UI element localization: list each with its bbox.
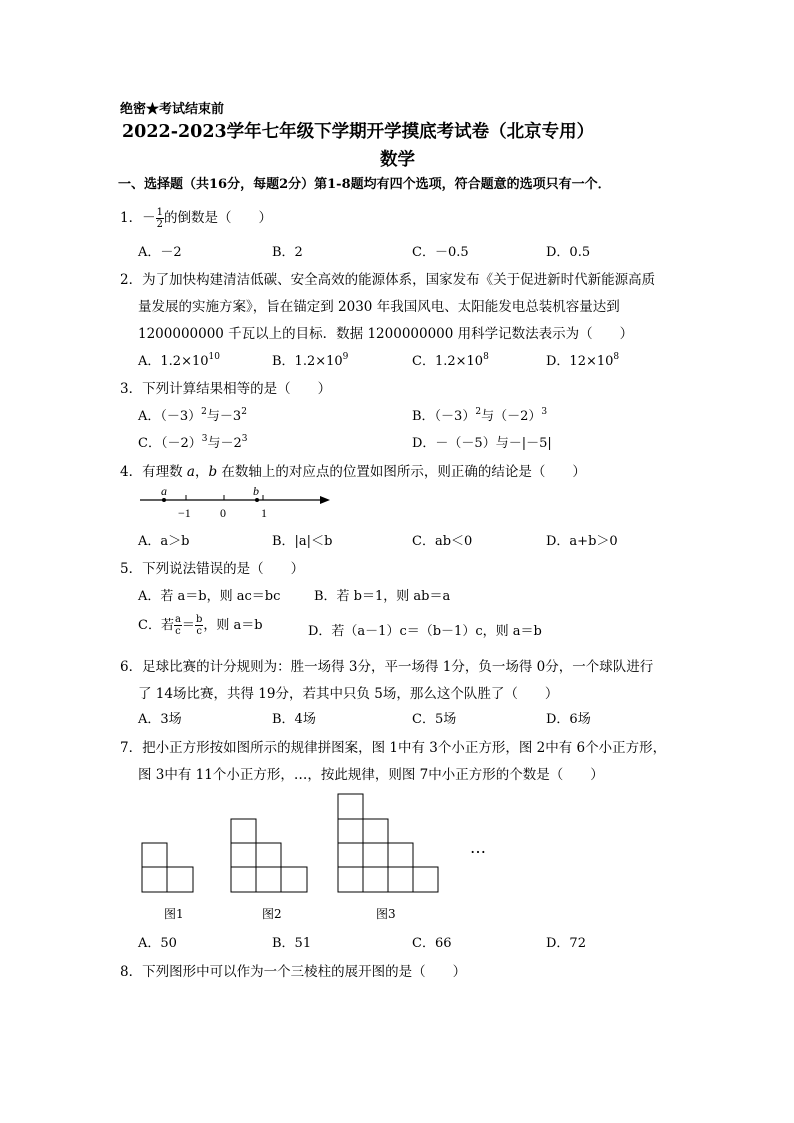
negative-sign: －: [142, 210, 156, 226]
label-b: b: [253, 484, 259, 498]
figure-2: [231, 819, 307, 892]
q6-option-b[interactable]: B．4场: [272, 712, 316, 727]
q2-option-c[interactable]: C．$1.2\times 10^8$: [412, 352, 489, 369]
q1-option-c[interactable]: C．－0.5: [412, 245, 469, 260]
figure-1: [142, 843, 193, 892]
q4-option-d[interactable]: D．a+b＞0: [546, 534, 618, 549]
figure-3: [338, 794, 438, 892]
subject-title: 数学: [380, 150, 415, 170]
q2-option-b[interactable]: B．$1.2\times 10^9$: [272, 352, 349, 369]
label-a: a: [161, 484, 167, 498]
figure-3-label: 图3: [376, 907, 396, 921]
q1-option-a[interactable]: A．－2: [138, 245, 182, 260]
question-number: 7．: [120, 740, 143, 756]
numerator: 1: [156, 207, 163, 218]
label-zero: 0: [220, 506, 226, 520]
question-number: 1．: [120, 210, 143, 226]
q7-option-b[interactable]: B．51: [272, 936, 312, 951]
q5-option-c[interactable]: C．若 $\frac{a}{c}$ ＝ $\frac{b}{c}$ ，则 a＝b: [138, 614, 263, 637]
question-6-line2: 了 14场比赛，共得 19分，若其中只负 5场，那么这个队胜了（ ）: [138, 686, 559, 702]
q4-option-a[interactable]: A．a＞b: [138, 534, 190, 549]
q3-option-a[interactable]: A．$(-3)^2$与$-3^2$: [138, 407, 247, 424]
q7-option-d[interactable]: D．72: [546, 936, 586, 951]
question-4: 4．有理数 a，b 在数轴上的对应点的位置如图所示，则正确的结论是（ ）: [120, 464, 586, 480]
q5-option-d[interactable]: D．若（a－1）c＝（b－1）c，则 a＝b: [308, 624, 542, 639]
question-number: 8．: [120, 964, 143, 980]
question-2-line3: 1200000000 千瓦以上的目标．数据 1200000000 用科学记数法表示为（ ）: [138, 326, 634, 342]
exam-title: 2022-2023学年七年级下学期开学摸底考试卷（北京专用）: [122, 122, 595, 142]
q7-option-a[interactable]: A．50: [138, 936, 177, 951]
label-one: 1: [261, 506, 267, 520]
figure-ellipsis: …: [470, 838, 486, 857]
q7-option-c[interactable]: C．66: [412, 936, 452, 951]
question-number: 5．: [120, 561, 143, 577]
denominator: 2: [156, 219, 163, 230]
q3-option-c[interactable]: C．$(-2)^3$与$-2^3$: [138, 434, 248, 451]
q4-option-b[interactable]: B．|a|＜b: [272, 534, 333, 549]
q6-option-c[interactable]: C．5场: [412, 712, 457, 727]
question-text: 下列计算结果相等的是（ ）: [142, 381, 332, 397]
question-number: 6．: [120, 659, 143, 675]
figure-1-label: 图1: [164, 907, 184, 921]
question-8: [120, 960, 466, 980]
question-number: 2．: [120, 272, 143, 288]
q3-option-d[interactable]: D．－（－5）与－|－5|: [412, 436, 552, 451]
q5-option-a[interactable]: A．若 a＝b，则 ac＝bc: [138, 589, 281, 604]
label-neg1: −1: [178, 506, 191, 520]
q1-option-b[interactable]: B．2: [272, 245, 303, 260]
question-7-line2: 图 3中有 11个小正方形，…，按此规律，则图 7中小正方形的个数是（ ）: [138, 767, 604, 783]
section-heading: 一、选择题（共16分，每题2分）第1-8题均有四个选项，符合题意的选项只有一个．: [118, 177, 611, 192]
figure-2-label: 图2: [262, 907, 282, 921]
q3-option-b[interactable]: B．$(-3)^2$与$(-2)^3$: [412, 407, 548, 424]
question-text-line1: 足球比赛的计分规则为：胜一场得 3分，平一场得 1分，负一场得 0分，一个球队进行: [142, 659, 654, 675]
question-text: 下列图形中可以作为一个三棱柱的展开图的是（ ）: [142, 964, 467, 980]
question-text-line1: 为了加快构建清洁低碳、安全高效的能源体系，国家发布《关于促进新时代新能源高质: [142, 272, 656, 288]
q2-option-d[interactable]: D．$12\times 10^8$: [546, 352, 620, 369]
q2-option-a[interactable]: A．$1.2\times 10^{10}$: [138, 352, 220, 369]
q4-option-c[interactable]: C．ab＜0: [412, 534, 473, 549]
question-text-line1: 把小正方形按如图所示的规律拼图案，图 1中有 3个小正方形，图 2中有 6个小正方形，: [142, 740, 667, 756]
question-number: 3．: [120, 381, 143, 397]
q6-option-a[interactable]: A．3场: [138, 712, 182, 727]
q6-option-d[interactable]: D．6场: [546, 712, 591, 727]
confidential-label: 绝密★考试结束前: [120, 102, 225, 117]
question-2-line2: 量发展的实施方案》，旨在锚定到 2030 年我国风电、太阳能发电总装机容量达到: [138, 299, 620, 315]
question-text: 的倒数是（ ）: [163, 210, 272, 226]
question-text: 下列说法错误的是（ ）: [142, 561, 305, 577]
q1-option-d[interactable]: D．0.5: [546, 245, 591, 260]
q5-option-b[interactable]: B．若 b＝1，则 ab＝a: [314, 589, 451, 604]
question-number: 4．: [120, 464, 143, 480]
